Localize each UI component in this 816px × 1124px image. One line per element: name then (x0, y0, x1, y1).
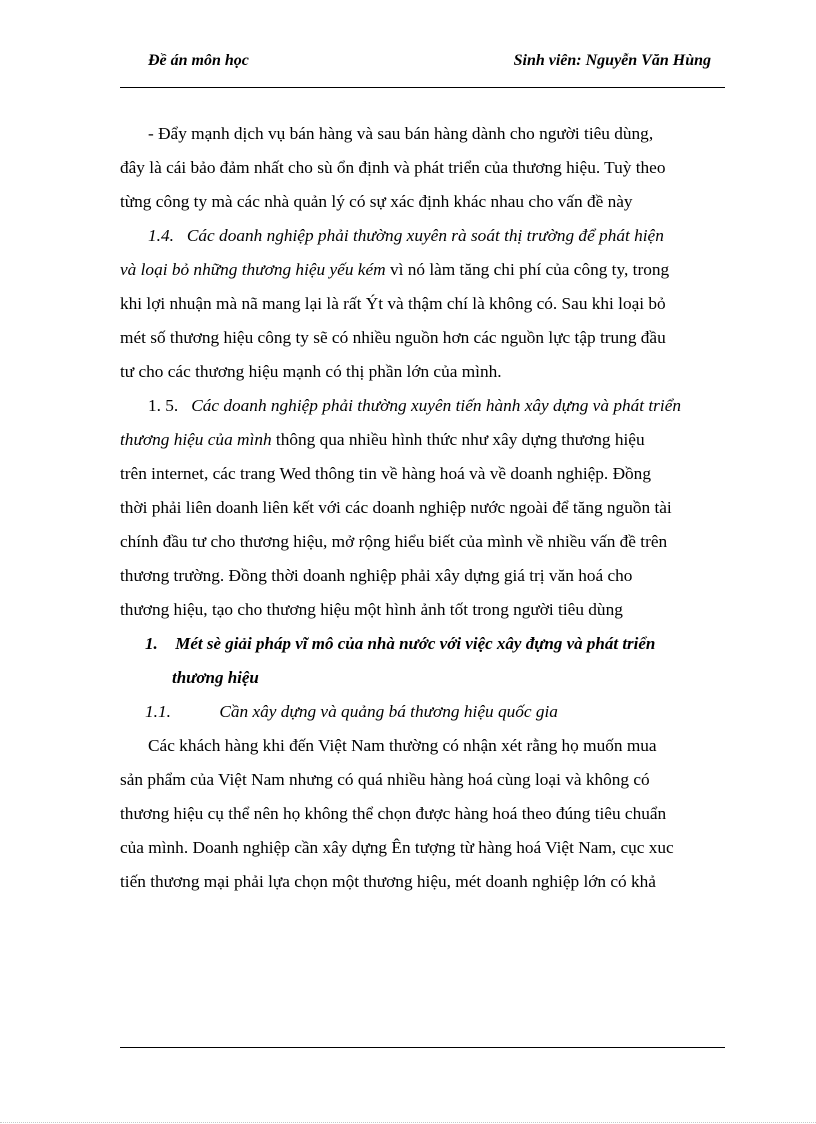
text: thời phải liên doanh liên kết với các doanh nghiệp nước ngoài để tăng nguồn tài (120, 498, 672, 517)
paragraph-line (120, 457, 718, 491)
section-number: 1. 5. (148, 396, 179, 415)
paragraph-line (148, 729, 718, 763)
section-italic-text: Các doanh nghiệp phải thường xuyên rà soát thị trường để phát hiện (186, 226, 664, 245)
paragraph-line (120, 865, 718, 899)
heading-1-line (145, 627, 718, 661)
text: đây là cái bảo đảm nhất cho sù ổn định và phát triển của thương hiệu. Tuỳ theo (120, 158, 666, 177)
document-body (120, 117, 718, 899)
section-number: 1.1. (145, 702, 171, 721)
section-1-5-line (148, 389, 718, 423)
italic-text: thương hiệu của mình (120, 430, 272, 449)
heading-text: thương hiệu (172, 668, 259, 687)
section-1-4-line (148, 219, 718, 253)
heading-number: 1. (145, 634, 158, 653)
text: mét số thương hiệu công ty sẽ có nhiều nguồn hơn các nguồn lực tập trung đầu (120, 328, 666, 347)
section-title: Cần xây dựng và quảng bá thương hiệu quốc gia (219, 702, 558, 721)
text: khi lợi nhuận mà nã mang lại là rất Ýt và thậm chí là không có. Sau khi loại bỏ (120, 294, 666, 313)
text: của mình. Doanh nghiệp cần xây dựng Ên tượng từ hàng hoá Việt Nam, cục xuc (120, 838, 674, 857)
text: - Đẩy mạnh dịch vụ bán hàng và sau bán hàng dành cho người tiêu dùng, (148, 124, 654, 143)
paragraph-line (120, 287, 718, 321)
paragraph-line (120, 831, 718, 865)
text: chính đầu tư cho thương hiệu, mở rộng hiểu biết của mình về nhiều vấn đề trên (120, 532, 668, 551)
paragraph-line (120, 321, 718, 355)
text: tiến thương mại phải lựa chọn một thương hiệu, mét doanh nghiệp lớn có khả (120, 872, 656, 891)
section-italic-text: Các doanh nghiệp phải thường xuyên tiến hành xây dựng và phát triển (191, 396, 682, 415)
paragraph-line (120, 559, 718, 593)
paragraph-line (120, 491, 718, 525)
paragraph-line (120, 151, 718, 185)
text: trên internet, các trang Wed thông tin về hàng hoá và về doanh nghiệp. Đồng (120, 464, 651, 483)
paragraph-line (148, 117, 718, 151)
paragraph-line (120, 355, 718, 389)
italic-text: và loại bỏ những thương hiệu yếu kém (120, 260, 386, 279)
header-course-title: Đề án môn học (148, 52, 249, 69)
heading-1-line (148, 661, 718, 695)
paragraph-line (120, 797, 718, 831)
text: tư cho các thương hiệu mạnh có thị phần lớn của mình. (120, 362, 502, 381)
footer-divider (120, 1047, 725, 1048)
section-1-1-line (145, 695, 718, 729)
text: từng công ty mà các nhà quản lý có sự xác định khác nhau cho vấn đề này (120, 192, 633, 211)
text: thương hiệu cụ thể nên họ không thể chọn được hàng hoá theo đúng tiêu chuẩn (120, 804, 667, 823)
page-header (148, 52, 711, 74)
paragraph-line (120, 253, 718, 287)
text: Các khách hàng khi đến Việt Nam thường có nhận xét rằng họ muốn mua (148, 736, 657, 755)
paragraph-line (120, 593, 718, 627)
text: vì nó làm tăng chi phí của công ty, trong (385, 260, 670, 279)
paragraph-line (120, 423, 718, 457)
heading-text: Mét sè giải pháp vĩ mô của nhà nước với việc xây đựng và phát triển (175, 634, 656, 653)
text: thương hiệu, tạo cho thương hiệu một hình ảnh tốt trong người tiêu dùng (120, 600, 623, 619)
paragraph-line (120, 185, 718, 219)
header-divider (120, 87, 725, 88)
paragraph-line (120, 525, 718, 559)
paragraph-line (120, 763, 718, 797)
section-number: 1.4. (148, 226, 174, 245)
header-student-name: Sinh viên: Nguyễn Văn Hùng (513, 52, 711, 69)
text: thương trường. Đồng thời doanh nghiệp phải xây dựng giá trị văn hoá cho (120, 566, 633, 585)
text: sản phẩm của Việt Nam nhưng có quá nhiều hàng hoá cùng loại và không có (120, 770, 650, 789)
text: thông qua nhiều hình thức như xây dựng thương hiệu (271, 430, 645, 449)
